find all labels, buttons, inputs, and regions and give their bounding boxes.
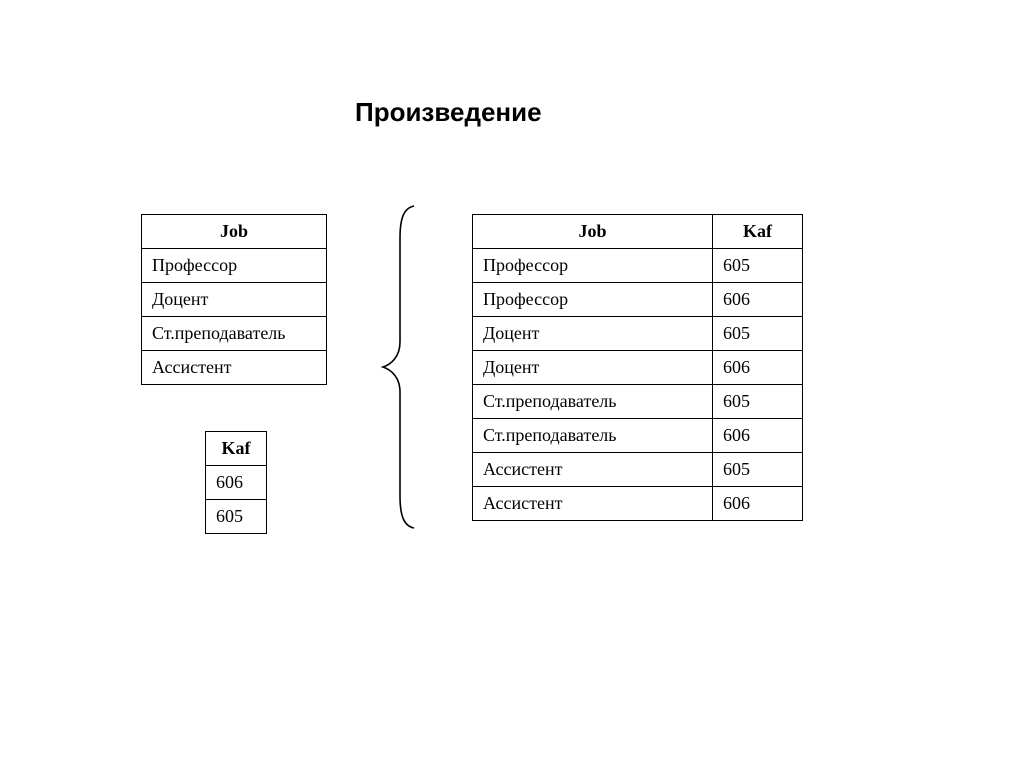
kaf-cell: 606: [713, 487, 803, 521]
kaf-cell: 605: [713, 317, 803, 351]
table-row: [142, 351, 327, 385]
product-result-table: [472, 214, 803, 521]
slide-title: Произведение: [355, 97, 542, 127]
kaf-cell: 605: [713, 453, 803, 487]
curly-brace: [380, 204, 420, 530]
job-cell: Доцент: [473, 351, 713, 385]
job-cell: Ст.преподаватель: [142, 317, 327, 351]
job-cell: Ассистент: [473, 487, 713, 521]
kaf-column-header: Kaf: [713, 215, 803, 249]
job-cell: Ассистент: [142, 351, 327, 385]
table-header-row: [206, 432, 267, 466]
table-row: [473, 249, 803, 283]
table-row: [473, 351, 803, 385]
kaf-table: [205, 431, 267, 534]
kaf-cell: 605: [206, 500, 267, 534]
table-row: [142, 283, 327, 317]
table-row: [473, 283, 803, 317]
job-cell: Доцент: [142, 283, 327, 317]
job-cell: Профессор: [142, 249, 327, 283]
job-column-header: Job: [473, 215, 713, 249]
kaf-column-header: Kaf: [206, 432, 267, 466]
kaf-cell: 606: [206, 466, 267, 500]
kaf-cell: 606: [713, 283, 803, 317]
kaf-cell: 606: [713, 419, 803, 453]
table-row: [473, 317, 803, 351]
job-cell: Ассистент: [473, 453, 713, 487]
table-row: [473, 385, 803, 419]
table-header-row: [473, 215, 803, 249]
table-row: [473, 453, 803, 487]
kaf-cell: 606: [713, 351, 803, 385]
table-row: [473, 487, 803, 521]
job-column-header: Job: [142, 215, 327, 249]
table-row: [473, 419, 803, 453]
table-row: [142, 317, 327, 351]
kaf-cell: 605: [713, 385, 803, 419]
job-cell: Ст.преподаватель: [473, 419, 713, 453]
table-header-row: [142, 215, 327, 249]
job-cell: Ст.преподаватель: [473, 385, 713, 419]
table-row: [142, 249, 327, 283]
job-cell: Профессор: [473, 283, 713, 317]
job-table: [141, 214, 327, 385]
job-cell: Профессор: [473, 249, 713, 283]
table-row: [206, 500, 267, 534]
kaf-cell: 605: [713, 249, 803, 283]
table-row: [206, 466, 267, 500]
job-cell: Доцент: [473, 317, 713, 351]
